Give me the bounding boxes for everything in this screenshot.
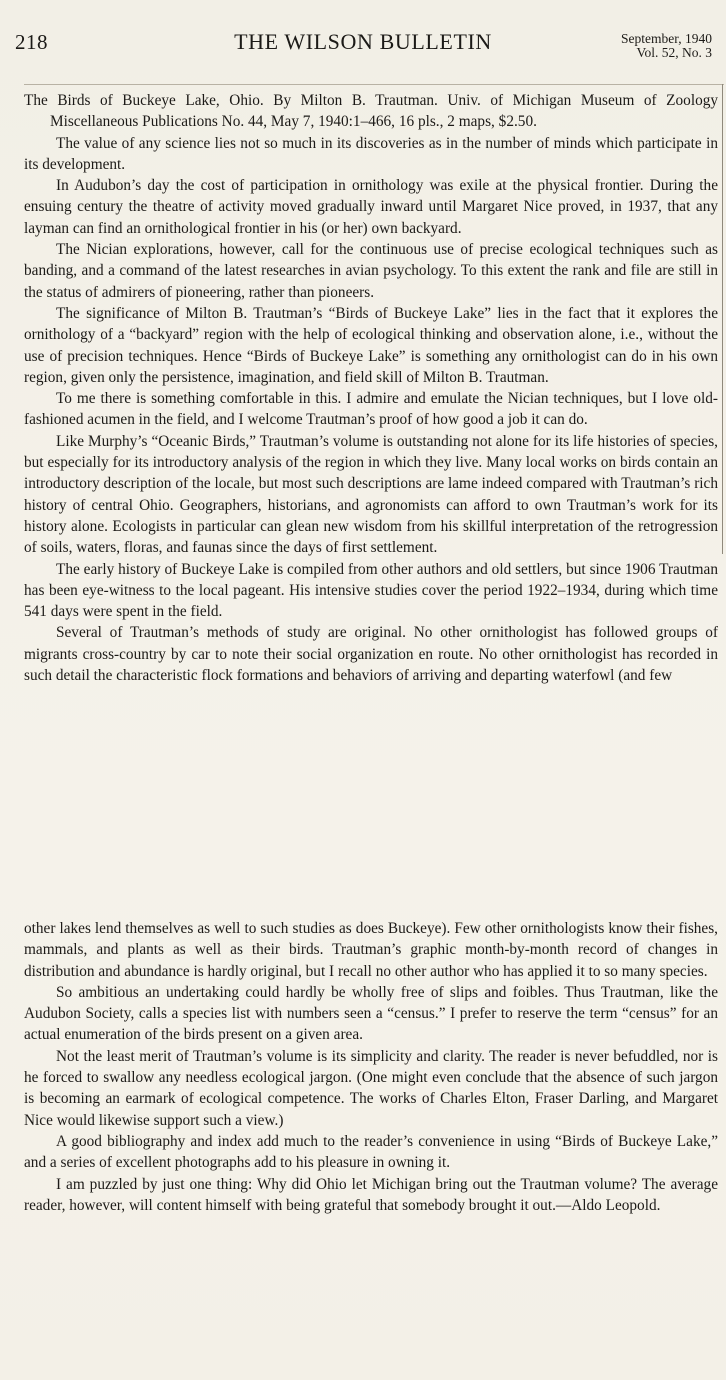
paragraph: In Audubon’s day the cost of participation in ornithology was exile at the physical frontier. During the ensuing century the theatre of activity moved gradually inward until Margaret Nice proved, in 1937, that any layman can find an ornithological frontier in his (or her) own backyard.	[24, 177, 718, 237]
page-header	[0, 0, 726, 80]
paragraph: The significance of Milton B. Trautman’s “Birds of Buckeye Lake” lies in the fact that it explores the ornithology of a “backyard” region with the help of ecological thinking and observation alone, i.e., without the use of precision techniques. Hence “Birds of Buckeye Lake” is something any ornithologist can do in his own region, given only the persistence, imagination, and field skill of Milton B. Trautman.	[24, 304, 718, 386]
paragraph-signed: I am puzzled by just one thing: Why did Ohio let Michigan bring out the Trautman volume? The average reader, however, will content himself with being grateful that somebody brought it out.—Aldo Leopold.	[24, 1175, 718, 1214]
page-number: 218	[15, 30, 48, 54]
paragraph: So ambitious an undertaking could hardly be wholly free of slips and foibles. Thus Trautman, like the Audubon Society, calls a species list with numbers seen a “census.” I prefer to reserve the term “census” for an actual enumeration of the birds present on a given area.	[24, 983, 718, 1044]
journal-title: THE WILSON BULLETIN	[234, 29, 492, 54]
citation-details: By Milton B. Trautman. Univ. of Michigan Museum of Zoology Miscellaneous Publications No. 44, May 7, 1940:1–466, 16 pls., 2 maps, $2.50.	[50, 92, 719, 131]
paragraph: Like Murphy’s “Oceanic Birds,” Trautman’s volume is outstanding not alone for its life histories of species, but especially for its introductory analysis of the region in which they live. Many local works on birds contain an introductory description of the locale, but most such descriptions are lame indeed compared with Trautman’s rich history of central Ohio. Geographers, historians, and agronomists can afford to own Trautman’s work for its history alone. Ecologists in particular can glean new wisdom from his skillful interpretation of the retrogression of soils, waters, floras, and faunas since the days of first settlement.	[24, 432, 718, 557]
issue-info	[621, 32, 712, 60]
review-body-part2	[24, 918, 718, 1216]
paragraph: The Nician explorations, however, call for the continuous use of precise ecological techniques such as banding, and a command of the latest researches in avian psychology. To this extent the rank and file are still in the status of admirers of pioneering, rather than pioneers.	[24, 241, 718, 301]
paragraph-continuation: other lakes lend themselves as well to such studies as does Buckeye). Few other ornithologists know their fishes, mammals, and plants as well as their birds. Trautman’s graphic month-by-month record of changes in distribution and abundance is hardly original, but I recall no other author who has applied it to so many species.	[24, 920, 718, 980]
paragraph: To me there is something comfortable in this. I admire and emulate the Nician techniques, but I love old-fashioned acumen in the field, and I welcome Trautman’s proof of how good a job it can do.	[24, 390, 718, 429]
paragraph: Not the least merit of Trautman’s volume is its simplicity and clarity. The reader is never befuddled, nor is he forced to swallow any needless ecological jargon. (One might even conclude that the absence of such jargon is becoming an earmark of ecological competence. The works of Charles Elton, Fraser Darling, and Margaret Nice would likewise support such a view.)	[24, 1047, 718, 1129]
review-body-part1	[24, 90, 718, 686]
citation-title: The Birds of Buckeye Lake, Ohio.	[24, 92, 264, 109]
paragraph: The early history of Buckeye Lake is compiled from other authors and old settlers, but since 1906 Trautman has been eye-witness to the local pageant. His intensive studies cover the period 1922–1934, during which time 541 days were spent in the field.	[24, 560, 718, 621]
issue-volume: Vol. 52, No. 3	[636, 45, 712, 60]
issue-date: September, 1940	[621, 31, 712, 46]
paragraph: The value of any science lies not so much in its discoveries as in the number of minds which participate in its development.	[24, 134, 718, 173]
paragraph: Several of Trautman’s methods of study are original. No other ornithologist has followed groups of migrants cross-country by car to note their social organization en route. No other ornithologist has recorded in such detail the characteristic flock formations and behaviors of arriving and departing waterfowl (and few	[24, 624, 718, 685]
margin-rule	[722, 84, 723, 554]
paragraph: A good bibliography and index add much to the reader’s convenience in using “Birds of Buckeye Lake,” and a series of excellent photographs add to his pleasure in owning it.	[24, 1132, 718, 1172]
review-citation	[24, 90, 718, 133]
header-divider	[24, 84, 724, 85]
